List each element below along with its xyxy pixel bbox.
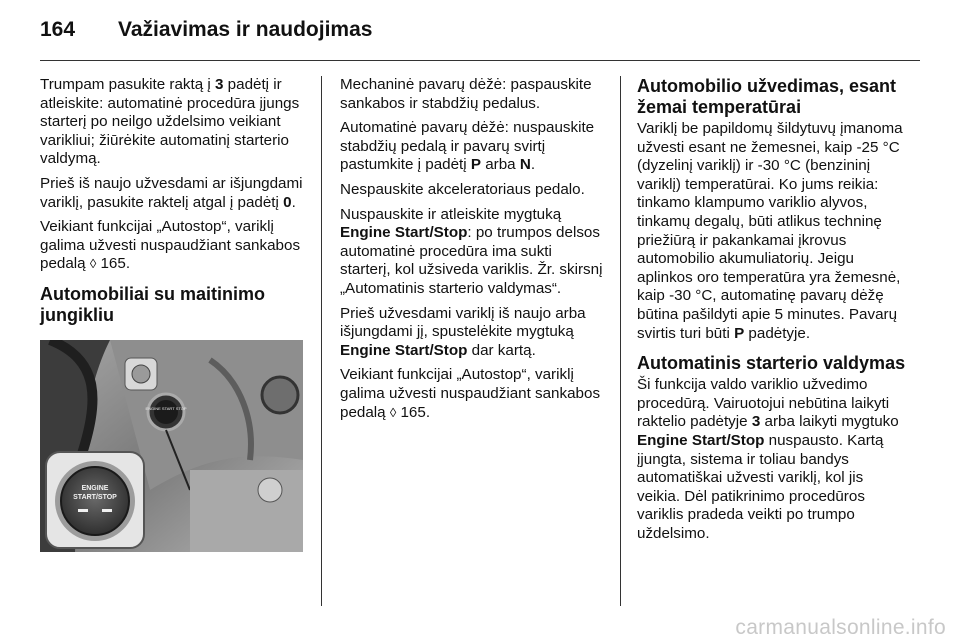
chapter-title: Važiavimas ir naudojimas [118,18,373,41]
header-rule [40,60,920,61]
column-2 [340,76,604,428]
paragraph: Variklį be papildomų šildytuvų įmanoma užvesti esant ne žemesnei, kaip -25 °C (dyzelinį variklį) ir -30 °C (benzininį variklį) temperatūrai. Ko jums reikia: tinkamo klampumo variklio alyvos, tinkamų degalų, būti atlikus techninę priežiūrą ir pakankamai įkrovus automobilio akumuliatorių. Jeigu aplinkos oro temperatūra yra žemesnė, kaip -30 °C, automatinę pavarų dėžę būtina pašildyti apie 5 minutes. Pavarų svirtis turi būti P padėtyje. [637,120,903,342]
paragraph: Mechaninė pavarų dėžė: paspauskite sankabos ir stabdžių pedalus. [340,76,592,112]
paragraph: Veikiant funkcijai „Autostop“, variklį galima užvesti nuspaudžiant sankabos pedalą ◊ 165. [40,218,301,273]
small-button-label: ENGINE START STOP [145,405,187,411]
paragraph: Prieš iš naujo užvesdami ar išjungdami variklį, pasukite raktelį atgal į padėtį 0. [40,174,303,211]
page-reference-icon: ◊ [389,404,397,420]
watermark: carmanualsonline.info [735,616,946,639]
paragraph: Automatinė pavarų dėžė: nuspauskite stabdžių pedalą ir pavarų svirtį pastumkite į padėtį P arba N. [340,119,595,174]
paragraph: Prieš užvesdami variklį iš naujo arba išjungdami jį, spustelėkite mygtuką Engine Start/Stop dar kartą. [340,304,586,359]
column-divider-1 [321,76,322,606]
section-heading: Automatinis starterio valdymas [637,353,906,374]
button-label-line1: ENGINE [81,484,109,492]
engine-start-button-photo [40,340,303,552]
page-reference-icon: ◊ [89,256,97,272]
column-3 [637,76,909,549]
paragraph: Veikiant funkcijai „Autostop“, variklį galima užvesti nuspaudžiant sankabos pedalą ◊ 165. [340,366,601,421]
paragraph: Trumpam pasukite raktą į 3 padėtį ir atleiskite: automatinė procedūra įjungs starterį po neilgo uždelsimo veikiant varikliui; žiūrėkite automatinį starterio valdymą. [40,76,300,168]
column-1 [40,76,306,552]
column-divider-2 [620,76,621,606]
page-header [40,18,372,48]
paragraph: Ši funkcija valdo variklio užvedimo procedūrą. Vairuotojui nebūtina laikyti raktelio padėtyje 3 arba laikyti mygtuko Engine Start/Stop nuspausto. Kartą įjungta, sistema ir toliau bandys automatiškai užvesti variklį, kol jis veikia. Dėl patikrinimo procedūros variklis pradeda veikti po trumpo uždelsimo. [637,376,899,542]
page-number: 164 [40,18,76,41]
paragraph: Nespauskite akceleratoriaus pedalo. [340,180,585,198]
button-label-line2: START/STOP [73,493,117,501]
section-heading: Automobiliai su maitinimo jungikliu [40,283,266,325]
paragraph: Nuspauskite ir atleiskite mygtuką Engine Start/Stop: po trumpos delsos automatinė procedūra ima sukti starterį, kol užsiveda variklis. Žr. skirsnį „Automatinis starterio valdymas“. [340,205,603,297]
section-heading: Automobilio užvedimas, esant žemai temperatūrai [637,76,897,117]
